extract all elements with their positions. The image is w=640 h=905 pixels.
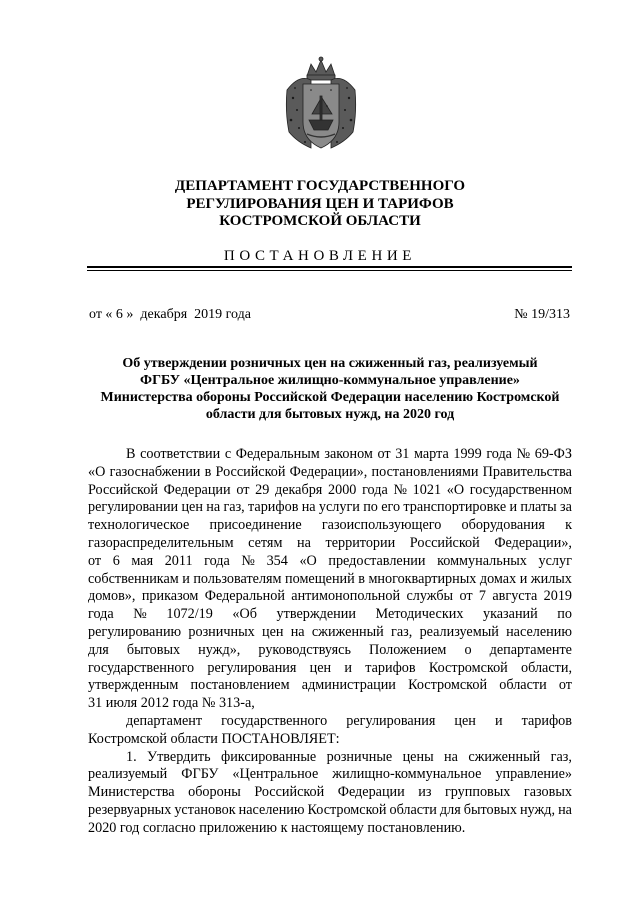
word: газоиспользующего (321, 517, 442, 534)
word: от (558, 677, 572, 694)
word: цен (454, 712, 476, 729)
word: услуги (318, 499, 360, 516)
word: «О (446, 481, 465, 498)
coat-of-arms-icon (281, 56, 361, 156)
word: по (363, 499, 378, 516)
line-text: Костромской области ПОСТАНОВЛЯЕТ: (88, 730, 340, 747)
paragraph-line (88, 535, 572, 553)
paragraph-line (88, 517, 572, 535)
word: департаменте (489, 641, 572, 658)
word: предоставлении (328, 552, 426, 569)
word: законом (324, 446, 373, 462)
word: цен (309, 659, 332, 676)
word: № (241, 552, 255, 569)
document-body (88, 446, 572, 838)
word: газ, (223, 499, 245, 516)
subject-line: Министерства обороны Российской Федерации населению Костромской (100, 390, 560, 405)
word: области (499, 677, 547, 694)
word: резервуарных (88, 801, 172, 818)
paragraph-line (88, 820, 572, 838)
paragraph-line (88, 802, 572, 820)
paragraph-line (88, 553, 572, 571)
word: года (362, 481, 388, 498)
word: на (444, 748, 458, 765)
paragraph-line (88, 464, 572, 482)
word: «О (88, 463, 106, 480)
word: с (224, 446, 232, 462)
word: тарифов (365, 659, 416, 676)
paragraph-line (88, 731, 572, 749)
word: Федерации (337, 784, 405, 801)
word: цен (181, 499, 203, 516)
paragraph-line (88, 588, 572, 606)
word: области, (521, 659, 572, 676)
word: реализуемый (419, 623, 499, 640)
word: розничных (188, 623, 255, 640)
word: обороны (188, 784, 241, 801)
word: газ, (550, 748, 572, 765)
word: установок (174, 801, 236, 818)
word: «Об (232, 606, 257, 623)
word: 1021 (412, 481, 442, 498)
word: сжиженный (311, 623, 384, 640)
word: года (486, 446, 512, 462)
word: утвержденным (88, 677, 179, 694)
word: Федеральной (204, 588, 285, 605)
word: В (126, 446, 136, 462)
word: газораспределительным (88, 534, 234, 551)
word: марта (413, 446, 449, 462)
word: услуг (538, 552, 572, 569)
word: сетям (248, 534, 283, 551)
word: от (377, 446, 391, 462)
word: к (565, 517, 572, 534)
word: 2011 (164, 552, 193, 569)
word: Федерации», (289, 463, 368, 480)
word: Костромской (307, 801, 387, 818)
paragraph-line (88, 624, 572, 642)
word: 1072/19 (166, 606, 213, 623)
word: территории (325, 534, 396, 551)
word: для (88, 641, 109, 658)
department-line: ДЕПАРТАМЕНТ ГОСУДАРСТВЕННОГО (174, 178, 466, 194)
word: бытовых (463, 801, 517, 818)
word: департамент (126, 712, 203, 729)
word: Российской (215, 463, 286, 480)
word: № (393, 481, 407, 498)
paragraph-line (88, 784, 572, 802)
word: населению (238, 801, 305, 818)
word: антимонопольной (291, 588, 401, 605)
word: Методических (375, 606, 464, 623)
word: домов», (88, 588, 136, 605)
word: Федерации (163, 481, 231, 498)
word: № (133, 606, 147, 623)
word: службы (406, 588, 454, 605)
word: Министерства (88, 784, 175, 801)
document-subject (88, 355, 572, 423)
word: Российской (88, 481, 158, 498)
word: на (206, 499, 221, 516)
word: по (557, 606, 572, 623)
document-date: от « 6 » декабря 2019 года (89, 307, 251, 322)
header-rule-thin (87, 270, 572, 271)
word: тарифов (248, 499, 299, 516)
word: от (459, 588, 473, 605)
word: руководствуясь (258, 641, 351, 658)
paragraph-first-line (88, 713, 572, 731)
word: «О (299, 552, 317, 569)
word: и (182, 570, 190, 587)
word: на (558, 801, 572, 818)
word: Костромской (408, 677, 488, 694)
word: многоквартирных (368, 570, 477, 587)
word: 31 (395, 446, 410, 462)
paragraph-first-line (88, 749, 572, 767)
word: цен (261, 623, 284, 640)
paragraph-line (88, 695, 572, 713)
word: нужд, (519, 801, 556, 818)
word: жилищно-коммунальное (332, 766, 482, 783)
word: бытовых (126, 641, 181, 658)
word: указаний (482, 606, 538, 623)
word: утверждении (276, 606, 356, 623)
word: Федерации», (494, 534, 572, 551)
word: для (439, 801, 461, 818)
word: коммунальных (437, 552, 527, 569)
word: в (358, 570, 365, 587)
department-line: КОСТРОМСКОЙ ОБЛАСТИ (219, 213, 421, 229)
word: года (204, 552, 230, 569)
word: о (464, 641, 472, 658)
word: населению (506, 623, 572, 640)
word: за (560, 499, 572, 516)
word: государственном (469, 481, 572, 498)
word: 7 (478, 588, 487, 605)
word: на (297, 534, 311, 551)
word: «Центральное (232, 766, 319, 783)
header-rule-thick (87, 266, 572, 268)
word: от (236, 481, 250, 498)
word: 6 (112, 552, 120, 569)
word: жилых (530, 570, 572, 587)
line-text: 2020 год согласно приложению к настоящему постановлению. (88, 819, 466, 836)
subject-line: области для бытовых нужд, на 2020 год (205, 407, 455, 422)
paragraph-line (88, 499, 572, 517)
word: соответствии (140, 446, 221, 462)
department-title (120, 178, 520, 231)
word: пользователям (193, 570, 282, 587)
word: регулирования (346, 712, 436, 729)
word: в (204, 463, 212, 480)
word: 1. (126, 748, 137, 765)
word: Утвердить (147, 748, 211, 765)
word: и (494, 712, 503, 729)
word: присоединение (209, 517, 302, 534)
word: администрации (301, 677, 396, 694)
word: декабря (274, 481, 323, 498)
paragraph-line (88, 606, 572, 624)
subject-line: Об утверждении розничных цен на сжиженный газ, реализуемый (122, 356, 538, 371)
word: и (519, 570, 528, 587)
paragraph-line (88, 766, 572, 784)
word: нужд», (198, 641, 241, 658)
word: его (381, 499, 401, 516)
word: постановлением (190, 677, 290, 694)
word: 2019 (543, 588, 572, 605)
paragraph-line (88, 642, 572, 660)
word: собственникам (88, 570, 179, 587)
word: и (344, 659, 352, 676)
document-type: ПОСТАНОВЛЕНИЕ (223, 248, 417, 264)
word: Российской (409, 534, 480, 551)
word: Федеральным (235, 446, 320, 462)
word: регулировании (88, 499, 179, 516)
word: ФГБУ (181, 766, 219, 783)
word: года (88, 606, 114, 623)
word: транспортировке (403, 499, 507, 516)
word: фиксированные (221, 748, 317, 765)
word: Костромской (428, 659, 508, 676)
word: цены (402, 748, 434, 765)
word: газоснабжении (109, 463, 201, 480)
word: сжиженный (468, 748, 541, 765)
paragraph-line (88, 660, 572, 678)
line-text: 31 июля 2012 года № 313-а, (88, 695, 255, 712)
document-number: № 19/313 (514, 307, 570, 322)
word: 29 (255, 481, 270, 498)
word: государственного (88, 659, 195, 676)
word: домах (479, 570, 517, 587)
word: 354 (266, 552, 288, 569)
word: реализуемый (88, 766, 168, 783)
word: из (418, 784, 432, 801)
word: мая (131, 552, 154, 569)
word: 2000 (328, 481, 357, 498)
word: технологическое (88, 517, 190, 534)
word: и (509, 499, 518, 516)
word: управление» (495, 766, 572, 783)
word: Российской (254, 784, 325, 801)
word: государственного (221, 712, 328, 729)
word: на (290, 623, 305, 640)
word: тарифов (521, 712, 572, 729)
word: 69-ФЗ (534, 446, 572, 462)
word: регулированию (88, 623, 182, 640)
word: августа (492, 588, 538, 605)
paragraph-line (88, 482, 572, 500)
department-line: РЕГУЛИРОВАНИЯ ЦЕН И ТАРИФОВ (186, 195, 454, 212)
word: приказом (141, 588, 199, 605)
paragraph-line (88, 677, 572, 695)
word: постановлениями (371, 463, 479, 480)
word: газ, (391, 623, 413, 640)
word: групповых (444, 784, 511, 801)
paragraph-line (88, 571, 572, 589)
word: на (301, 499, 316, 516)
paragraph-first-line (88, 446, 572, 464)
word: помещений (285, 570, 355, 587)
word: 1999 (453, 446, 482, 462)
word: газовых (523, 784, 572, 801)
subject-line: ФГБУ «Центральное жилищно-коммунальное управление» (140, 373, 520, 388)
word: от (88, 552, 102, 569)
word: оборудования (461, 517, 545, 534)
word: розничные (326, 748, 393, 765)
word: Правительства (482, 463, 572, 480)
word: Положением (369, 641, 447, 658)
word: платы (520, 499, 557, 516)
word: № (516, 446, 531, 462)
word: регулирования (207, 659, 297, 676)
word: области (389, 801, 437, 818)
